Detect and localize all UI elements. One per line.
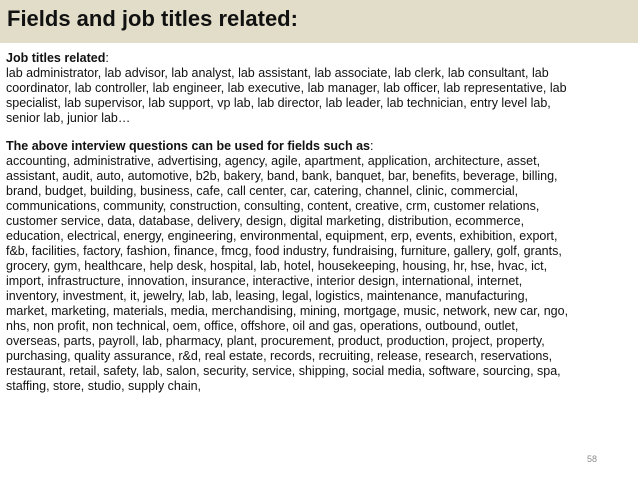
fields-line: overseas, parts, payroll, lab, pharmacy, plant, procurement, product, production, project, property, bbox=[6, 334, 545, 348]
job-titles-heading-text: Job titles related bbox=[6, 51, 106, 65]
fields-line: assistant, audit, auto, automotive, b2b, bakery, band, bank, banquet, bar, benefits, beverage, billing, bbox=[6, 169, 558, 183]
slide-title: Fields and job titles related: bbox=[7, 6, 298, 31]
fields-line: market, marketing, materials, media, merchandising, mining, mortgage, music, network, new car, ngo, bbox=[6, 304, 569, 318]
fields-line: import, infrastructure, innovation, insurance, interactive, interior design, international, internet, bbox=[6, 274, 523, 288]
fields-line: purchasing, quality assurance, r&d, real estate, records, recruiting, release, research, reservations, bbox=[6, 349, 553, 363]
section-spacer bbox=[6, 126, 634, 139]
fields-heading bbox=[6, 139, 634, 154]
fields-line: communications, community, construction, consulting, content, creative, crm, customer relations, bbox=[6, 199, 540, 213]
fields-line: f&b, facilities, factory, fashion, finance, fmcg, food industry, fundraising, furniture, gallery, golf, grants, bbox=[6, 244, 562, 258]
fields-line: accounting, administrative, advertising, agency, agile, apartment, application, architecture, asset, bbox=[6, 154, 541, 168]
job-titles-line: senior lab, junior lab… bbox=[6, 111, 131, 125]
job-titles-heading bbox=[6, 51, 634, 66]
job-titles-line: coordinator, lab controller, lab engineer, lab executive, lab manager, lab officer, lab representative, lab bbox=[6, 81, 567, 95]
fields-line: grocery, gym, healthcare, help desk, hospital, lab, hotel, housekeeping, housing, hr, hse, hvac, ict, bbox=[6, 259, 548, 273]
job-titles-list bbox=[6, 66, 634, 126]
fields-heading-text: The above interview questions can be used for fields such as bbox=[6, 139, 370, 153]
fields-line: restaurant, retail, safety, lab, salon, security, service, shipping, social media, software, sourcing, spa, bbox=[6, 364, 561, 378]
fields-line: nhs, non profit, non technical, oem, office, offshore, oil and gas, operations, outbound, outlet, bbox=[6, 319, 519, 333]
title-bar bbox=[0, 0, 638, 43]
page-number: 58 bbox=[587, 454, 598, 464]
fields-line: education, electrical, energy, engineering, environmental, equipment, erp, events, exhibition, export, bbox=[6, 229, 558, 243]
fields-heading-colon: : bbox=[370, 139, 374, 153]
fields-line: staffing, store, studio, supply chain, bbox=[6, 379, 202, 393]
job-titles-line: lab administrator, lab advisor, lab analyst, lab assistant, lab associate, lab clerk, lab consultant, lab bbox=[6, 66, 549, 80]
fields-line: customer service, data, database, delivery, design, digital marketing, distribution, ecommerce, bbox=[6, 214, 525, 228]
job-titles-line: specialist, lab supervisor, lab support, vp lab, lab director, lab leader, lab technician, entry level lab, bbox=[6, 96, 551, 110]
fields-list bbox=[6, 154, 634, 394]
job-titles-heading-colon: : bbox=[105, 51, 109, 65]
fields-line: inventory, investment, it, jewelry, lab, lab, leasing, legal, logistics, maintenance, manufacturing, bbox=[6, 289, 529, 303]
slide-content bbox=[6, 51, 634, 394]
fields-line: brand, budget, building, business, cafe, call center, car, catering, channel, clinic, commercial, bbox=[6, 184, 519, 198]
